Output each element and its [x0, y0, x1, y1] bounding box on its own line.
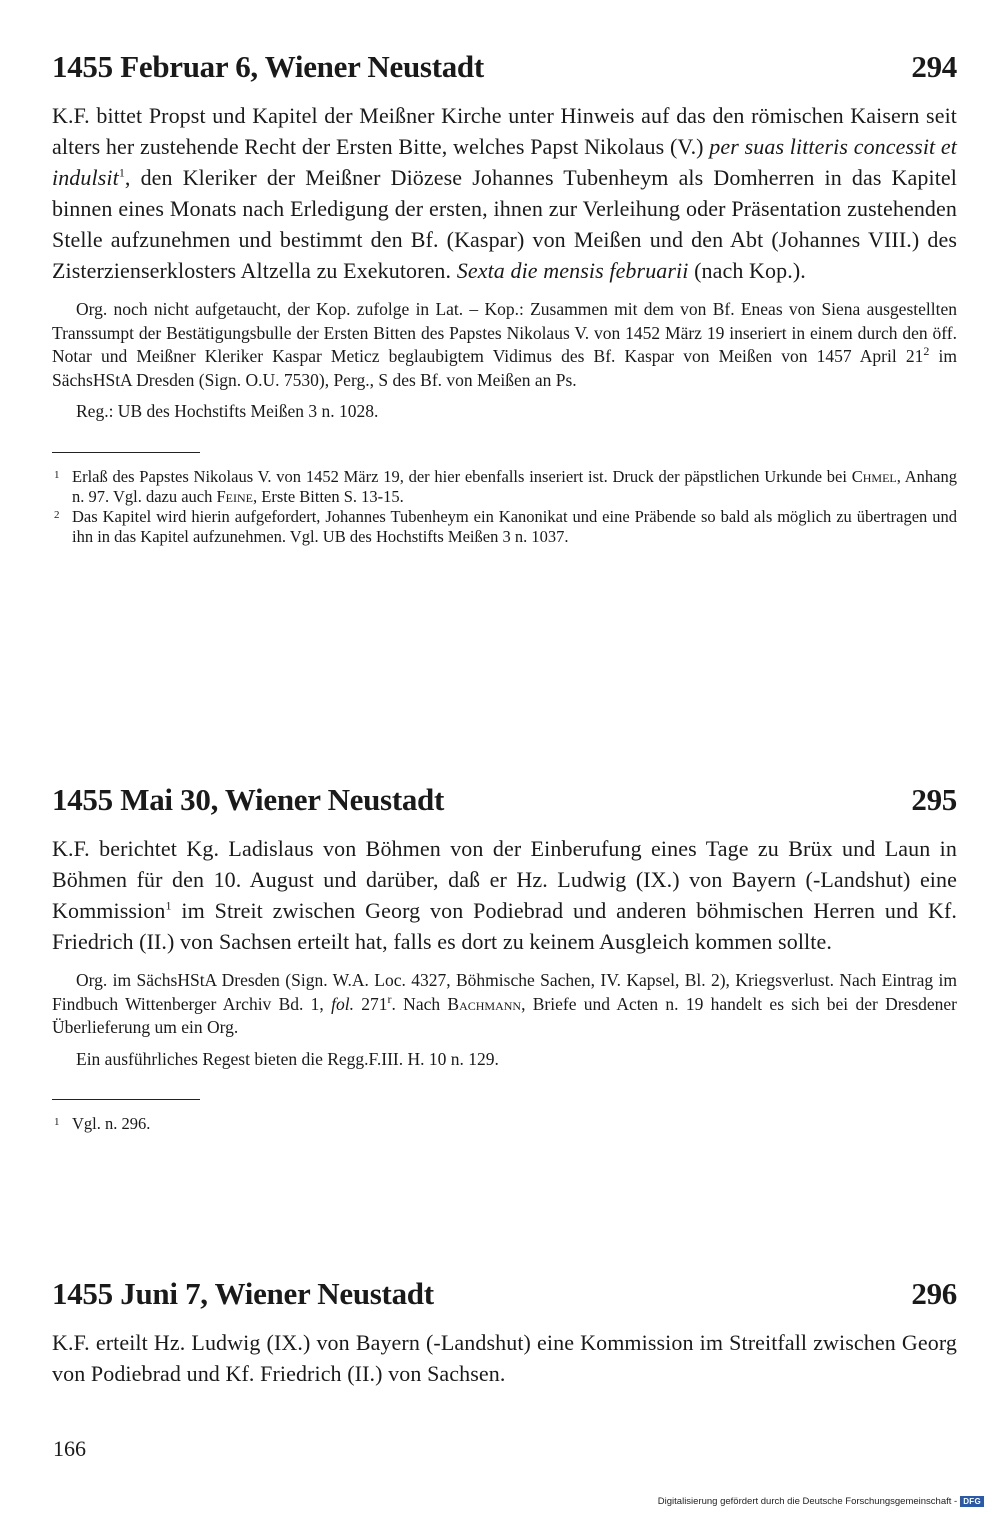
- reg-note: Reg.: UB des Hochstifts Meißen 3 n. 1028.: [76, 401, 379, 421]
- entry-294: [52, 48, 957, 547]
- entry-number: 295: [911, 782, 957, 817]
- footnote-ref[interactable]: 1: [118, 165, 125, 180]
- footnote: 2 Das Kapitel wird hierin aufgefordert, Johannes Tubenheym ein Kanonikat und eine Präbende so bald als möglich zu übertragen und ihn in das Kapitel aufzunehmen. Vgl. UB des Hochstifts Meißen 3 n. 1037.: [54, 506, 957, 546]
- footnote-ref[interactable]: 2: [923, 344, 930, 359]
- entry-number: 294: [911, 49, 957, 84]
- entry-295: [52, 781, 957, 1134]
- page-number: 166: [53, 1436, 86, 1461]
- footnote: 1 Vgl. n. 296.: [54, 1114, 151, 1133]
- footnote-divider: [52, 452, 200, 453]
- tradition-note: Org. noch nicht aufgetaucht, der Kop. zufolge in Lat. – Kop.: Zusammen mit dem von Bf. Eneas von Siena ausgestellten Transsumpt der Bestätigungsbulle der Ersten Bitten des Papstes Nikolaus V. von 1452 März 19 inseriert in einem durch den öff. Notar und Meißner Kleriker Kaspar Meticz beglaubigtem Vidimus des Bf. Kaspar von Meißen von 1457 April 21$^2$ im SächsHStA Dresden (Sign. O.U. 7530), Perg., S des Bf. von Meißen an Ps.: [52, 299, 957, 390]
- regest-text: K.F. berichtet Kg. Ladislaus von Böhmen von der Einberufung eines Tage zu Brüx und Laun in Böhmen für den 10. August und darüber, daß er Hz. Ludwig (IX.) von Bayern (-Landshut) eine Kommission$^1$ im Streit zwischen Georg von Podiebrad und anderen böhmischen Herren und Kf. Friedrich (II.) von Sachsen erteilt hat, falls es dort zu keinem Ausgleich kommen sollte.: [52, 836, 957, 954]
- entry-date-place: 1455 Juni 7, Wiener Neustadt: [52, 1276, 434, 1311]
- footnote: 1 Erlaß des Papstes Nikolaus V. von 1452 März 19, der hier ebenfalls inseriert ist. Druck der päpstlichen Urkunde bei Chmel, Anhang n. 97. Vgl. dazu auch Feine, Erste Bitten S. 13-15.: [54, 466, 957, 506]
- dfg-logo-icon: DFG: [960, 1496, 984, 1507]
- entry-heading: [52, 781, 957, 819]
- entry-date-place: 1455 Februar 6, Wiener Neustadt: [52, 49, 484, 84]
- entry-heading: [52, 1275, 957, 1313]
- entry-heading: [52, 48, 957, 86]
- entry-date-place: 1455 Mai 30, Wiener Neustadt: [52, 782, 445, 817]
- funding-footer: [658, 1496, 984, 1507]
- entry-296: [52, 1275, 957, 1389]
- regest-text: K.F. bittet Propst und Kapitel der Meißner Kirche unter Hinweis auf das den römischen Kaisern seit alters her zustehende Recht der Ersten Bitte, welches Papst Nikolaus (V.) per suas litteris concessit et indulsit$^1$, den Kleriker der Meißner Diözese Johannes Tubenheym als Domherren in das Kapitel binnen eines Monats nach Erledigung der ersten, ihnen zur Verleihung oder Präsentation zustehenden Stelle aufzunehmen und bestimmt den Bf. (Kaspar) von Meißen und den Abt (Johannes VIII.) des Zisterzienserklosters Altzella zu Exekutoren. Sexta die mensis februarii (nach Kop.).: [52, 103, 958, 283]
- regest-text: K.F. erteilt Hz. Ludwig (IX.) von Bayern (-Landshut) eine Kommission im Streitfall zwischen Georg von Podiebrad und Kf. Friedrich (II.) von Sachsen.: [52, 1330, 957, 1386]
- footnote-divider: [52, 1099, 200, 1100]
- reg-note: Ein ausführliches Regest bieten die Regg.F.III. H. 10 n. 129.: [76, 1048, 499, 1069]
- funding-text: Digitalisierung gefördert durch die Deutsche Forschungsgemeinschaft -: [657, 1496, 958, 1507]
- footnote-ref[interactable]: 1: [165, 898, 172, 913]
- tradition-note: Org. im SächsHStA Dresden (Sign. W.A. Loc. 4327, Böhmische Sachen, IV. Kapsel, Bl. 2), Kriegsverlust. Nach Eintrag im Findbuch Wittenberger Archiv Bd. 1, fol. 271$^r$. Nach Bachmann, Briefe und Acten n. 19 handelt es sich bei der Dresdener Überlieferung um ein Org.: [52, 970, 957, 1037]
- entry-number: 296: [911, 1276, 957, 1311]
